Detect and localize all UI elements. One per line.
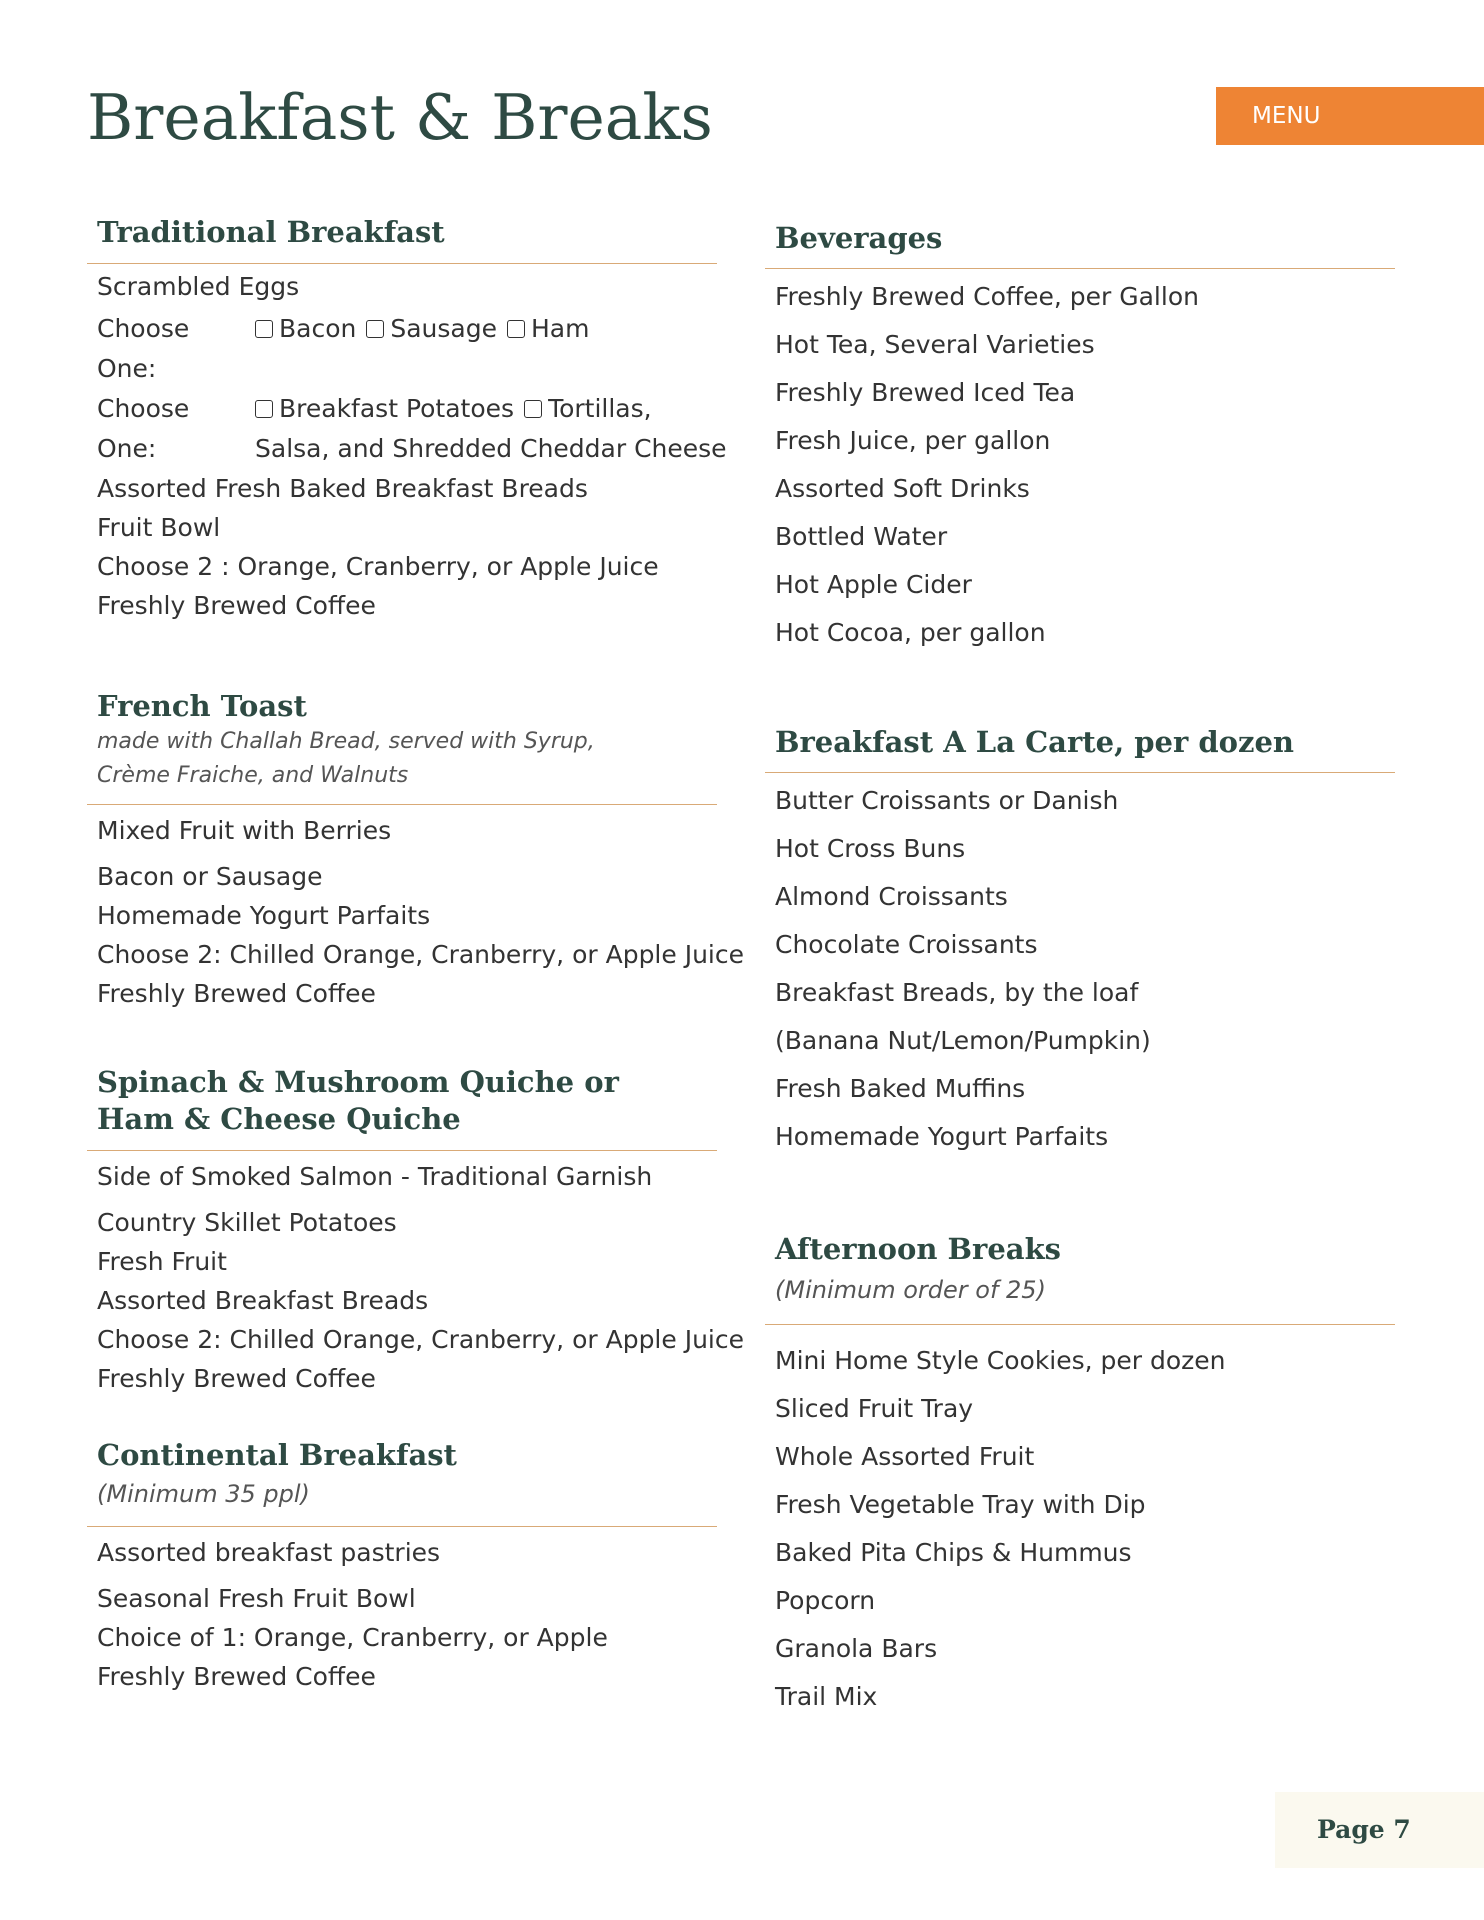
menu-item: Choose 2: Chilled Orange, Cranberry, or Apple Juice (97, 940, 744, 969)
menu-item: Almond Croissants (775, 882, 1008, 911)
section-title: Continental Breakfast (97, 1438, 457, 1472)
menu-item: Chocolate Croissants (775, 930, 1038, 959)
menu-item: Granola Bars (775, 1634, 938, 1663)
section-title: Breakfast A La Carte, per dozen (775, 725, 1294, 759)
section-title: Traditional Breakfast (97, 215, 445, 249)
traditional-breakfast-section (87, 214, 727, 625)
menu-item: Whole Assorted Fruit (775, 1442, 1035, 1471)
menu-item: Butter Croissants or Danish (775, 786, 1119, 815)
section-title: Beverages (775, 221, 943, 255)
afternoon-breaks-section (765, 1231, 1395, 1721)
choice-option[interactable]: Tortillas, (524, 394, 652, 423)
section-note: (Minimum order of 25) (775, 1276, 1046, 1304)
choice-option[interactable]: Bacon (255, 314, 356, 343)
continental-section (87, 1437, 717, 1696)
checkbox-icon (507, 320, 525, 338)
section-divider (765, 772, 1395, 773)
choice-options (255, 309, 717, 389)
section-subtitle: Crème Fraiche, and Walnuts (97, 763, 409, 788)
quiche-section (87, 1064, 744, 1398)
menu-item: Fresh Vegetable Tray with Dip (775, 1490, 1146, 1519)
choose-label: Choose One: (97, 314, 190, 383)
section-title: Spinach & Mushroom Quiche or (97, 1065, 619, 1099)
menu-item: Country Skillet Potatoes (97, 1208, 397, 1237)
section-title: French Toast (97, 689, 307, 723)
menu-item: Bacon or Sausage (97, 862, 323, 891)
menu-item: Fresh Fruit (97, 1247, 227, 1276)
menu-item: Choice of 1: Orange, Cranberry, or Apple (97, 1623, 608, 1652)
menu-item: Baked Pita Chips & Hummus (775, 1538, 1132, 1567)
section-subtitle: made with Challah Bread, served with Syrup, (97, 729, 595, 754)
menu-item: Mixed Fruit with Berries (97, 816, 392, 845)
menu-item: Fresh Juice, per gallon (775, 426, 1051, 455)
choice-option[interactable]: Breakfast Potatoes (255, 394, 514, 423)
choice-option[interactable]: Ham (507, 314, 589, 343)
section-divider (765, 268, 1395, 269)
menu-item: Scrambled Eggs (97, 272, 300, 301)
menu-item: Hot Apple Cider (775, 570, 972, 599)
menu-tab: MENU (1216, 87, 1484, 145)
menu-item: Seasonal Fresh Fruit Bowl (97, 1584, 416, 1613)
french-toast-section (87, 688, 744, 1013)
choice-option-continued: Salsa, and Shredded Cheddar Cheese (255, 434, 727, 463)
menu-item: Fresh Baked Muffins (775, 1074, 1026, 1103)
checkbox-icon (255, 320, 273, 338)
menu-item: Side of Smoked Salmon - Traditional Garnish (97, 1162, 653, 1191)
choice-options (255, 389, 727, 469)
menu-item: Freshly Brewed Coffee (97, 1364, 376, 1393)
menu-item: Hot Cocoa, per gallon (775, 618, 1046, 647)
menu-item: Homemade Yogurt Parfaits (775, 1122, 1109, 1151)
section-note: (Minimum 35 ppl) (97, 1480, 310, 1508)
menu-item: Hot Cross Buns (775, 834, 966, 863)
menu-item: Freshly Brewed Coffee (97, 1662, 376, 1691)
menu-item: Breakfast Breads, by the loaf (775, 978, 1139, 1007)
menu-item: Choose 2 : Orange, Cranberry, or Apple Juice (97, 552, 659, 581)
choice-option[interactable]: Sausage (366, 314, 497, 343)
menu-item: Fruit Bowl (97, 513, 221, 542)
menu-item: Freshly Brewed Coffee (97, 979, 376, 1008)
menu-item: Assorted breakfast pastries (97, 1538, 441, 1567)
menu-item: Freshly Brewed Coffee (97, 591, 376, 620)
beverages-section (765, 220, 1395, 657)
page-title: Breakfast & Breaks (87, 81, 713, 154)
page-number-badge: Page 7 (1275, 1792, 1484, 1868)
choose-label: Choose One: (97, 394, 190, 463)
menu-item: Assorted Breakfast Breads (97, 1286, 429, 1315)
menu-item: Freshly Brewed Iced Tea (775, 378, 1076, 407)
menu-item: Assorted Fresh Baked Breakfast Breads (97, 474, 588, 503)
menu-item: Trail Mix (775, 1682, 878, 1711)
menu-item: (Banana Nut/Lemon/Pumpkin) (775, 1026, 1151, 1055)
choice-row-protein (97, 309, 717, 389)
menu-item: Bottled Water (775, 522, 948, 551)
menu-item: Homemade Yogurt Parfaits (97, 901, 431, 930)
a-la-carte-section (765, 724, 1395, 1161)
menu-item: Assorted Soft Drinks (775, 474, 1030, 503)
menu-item: Popcorn (775, 1586, 876, 1615)
checkbox-icon (524, 400, 542, 418)
menu-item: Sliced Fruit Tray (775, 1394, 974, 1423)
menu-item: Hot Tea, Several Varieties (775, 330, 1095, 359)
checkbox-icon (255, 400, 273, 418)
menu-item: Choose 2: Chilled Orange, Cranberry, or Apple Juice (97, 1325, 744, 1354)
choice-row-side (97, 389, 727, 469)
section-divider (765, 1324, 1395, 1325)
menu-item: Mini Home Style Cookies, per dozen (775, 1346, 1226, 1375)
section-title: Afternoon Breaks (775, 1232, 1061, 1266)
menu-item: Freshly Brewed Coffee, per Gallon (775, 282, 1199, 311)
section-title: Ham & Cheese Quiche (97, 1102, 461, 1136)
checkbox-icon (366, 320, 384, 338)
